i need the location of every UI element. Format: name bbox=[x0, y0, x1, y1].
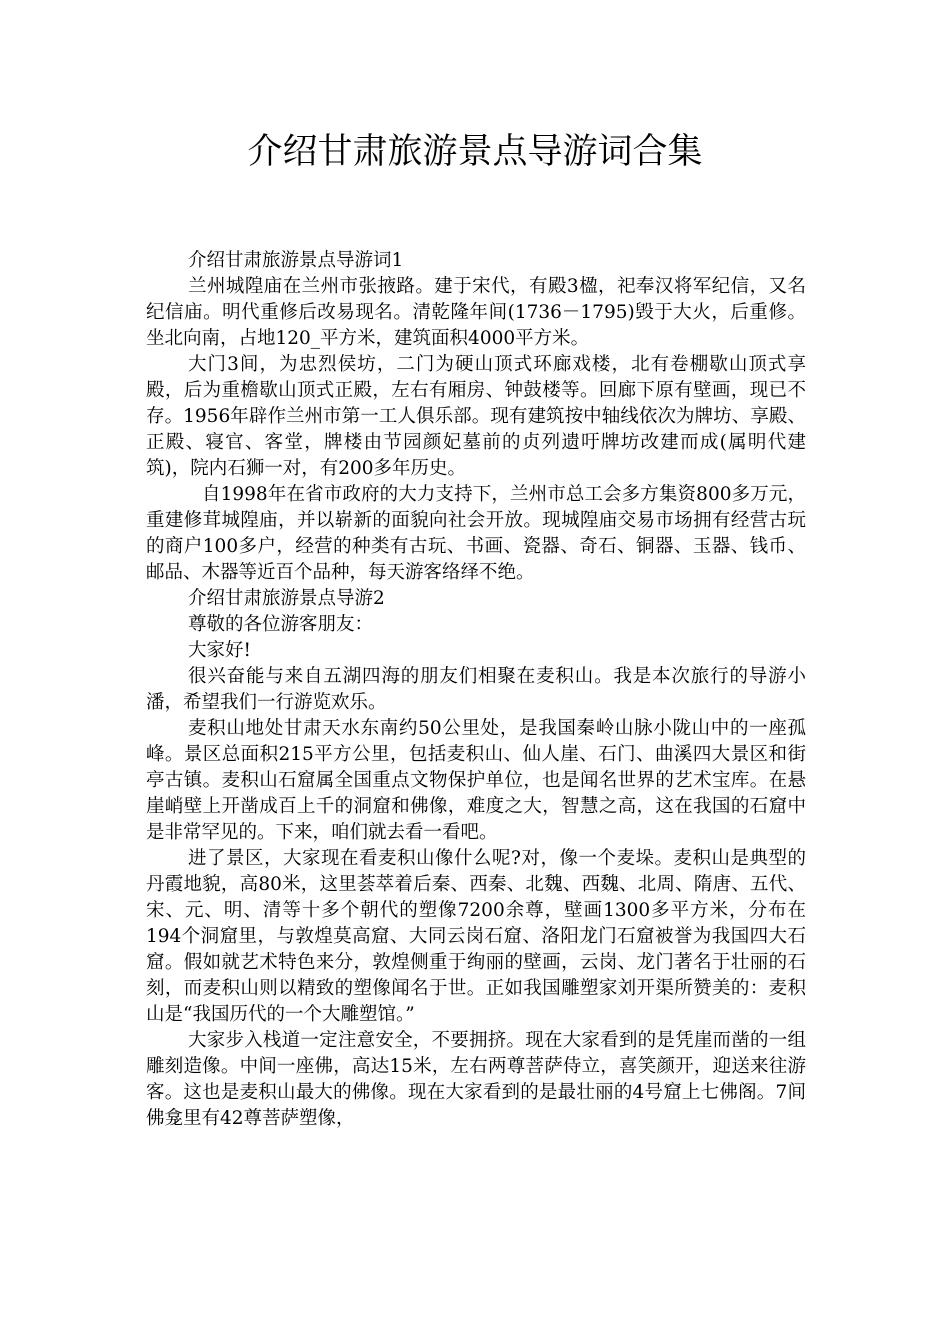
body-paragraph: 大家步入栈道一定注意安全，不要拥挤。现在大家看到的是凭崖而凿的一组雕刻造像。中间一座佛，高达15米，左右两尊菩萨侍立，喜笑颜开，迎送来往游客。这也是麦积山最大的佛像。现在大家看到的是最壮丽的4号窟上七佛阁。7间佛龛里有42尊菩萨塑像， bbox=[146, 1030, 806, 1129]
document-title: 介绍甘肃旅游景点导游词合集 bbox=[247, 132, 703, 172]
salutation: 尊敬的各位游客朋友： bbox=[188, 614, 374, 635]
body-paragraph: 大门3间，为忠烈侯坊，二门为硬山顶式环廊戏楼，北有卷棚歇山顶式享殿，后为重檐歇山顶式正殿，左右有厢房、钟鼓楼等。回廊下原有壁画，现已不存。1956年辟作兰州市第一工人俱乐部。现有建筑按中轴线依次为牌坊、享殿、正殿、寝官、客堂，牌楼由节园颜妃墓前的贞列遗吁牌坊改建而成(属明代建筑)，院内石狮一对，有200多年历史。 bbox=[146, 354, 806, 479]
body-paragraph: 兰州城隍庙在兰州市张掖路。建于宋代，有殿3楹，祀奉汉将军纪信，又名纪信庙。明代重修后改易现名。清乾隆年间(1736－1795)毁于大火，后重修。坐北向南，占地120_平方米，建筑面积4000平方米。 bbox=[146, 276, 806, 349]
section-heading-2: 介绍甘肃旅游景点导游2 bbox=[188, 588, 385, 609]
body-paragraph: 麦积山地处甘肃天水东南约50公里处，是我国秦岭山脉小陇山中的一座孤峰。景区总面积215平方公里，包括麦积山、仙人崖、石门、曲溪四大景区和街亭古镇。麦积山石窟属全国重点文物保护单位，也是闻名世界的艺术宝库。在悬崖峭壁上开凿成百上千的洞窟和佛像，难度之大，智慧之高，这在我国的石窟中是非常罕见的。下来，咱们就去看一看吧。 bbox=[146, 718, 806, 843]
greeting: 大家好! bbox=[188, 640, 251, 661]
body-paragraph: 很兴奋能与来自五湖四海的朋友们相聚在麦积山。我是本次旅行的导游小潘，希望我们一行游览欢乐。 bbox=[146, 666, 806, 713]
section-heading-1: 介绍甘肃旅游景点导游词1 bbox=[188, 250, 404, 271]
body-paragraph: 进了景区，大家现在看麦积山像什么呢?对，像一个麦垛。麦积山是典型的丹霞地貌，高80米，这里荟萃着后秦、西秦、北魏、西魏、北周、隋唐、五代、宋、元、明、清等十多个朝代的塑像7200余尊，壁画1300多平方米，分布在194个洞窟里，与敦煌莫高窟、大同云岗石窟、洛阳龙门石窟被誉为我国四大石窟。假如就艺术特色来分，敦煌侧重于绚丽的壁画，云岗、龙门著名于壮丽的石刻，而麦积山则以精致的塑像闻名于世。正如我国雕塑家刘开渠所赞美的：麦积山是“我国历代的一个大雕塑馆。” bbox=[146, 848, 806, 1025]
body-paragraph: 自1998年在省市政府的大力支持下，兰州市总工会多方集资800多万元，重建修茸城隍庙，并以崭新的面貌向社会开放。现城隍庙交易市场拥有经营古玩的商户100多户，经营的种类有古玩、书画、瓷器、奇石、铜器、玉器、钱币、邮品、木器等近百个品种，每天游客络绎不绝。 bbox=[146, 484, 806, 583]
document-body bbox=[146, 248, 806, 1132]
